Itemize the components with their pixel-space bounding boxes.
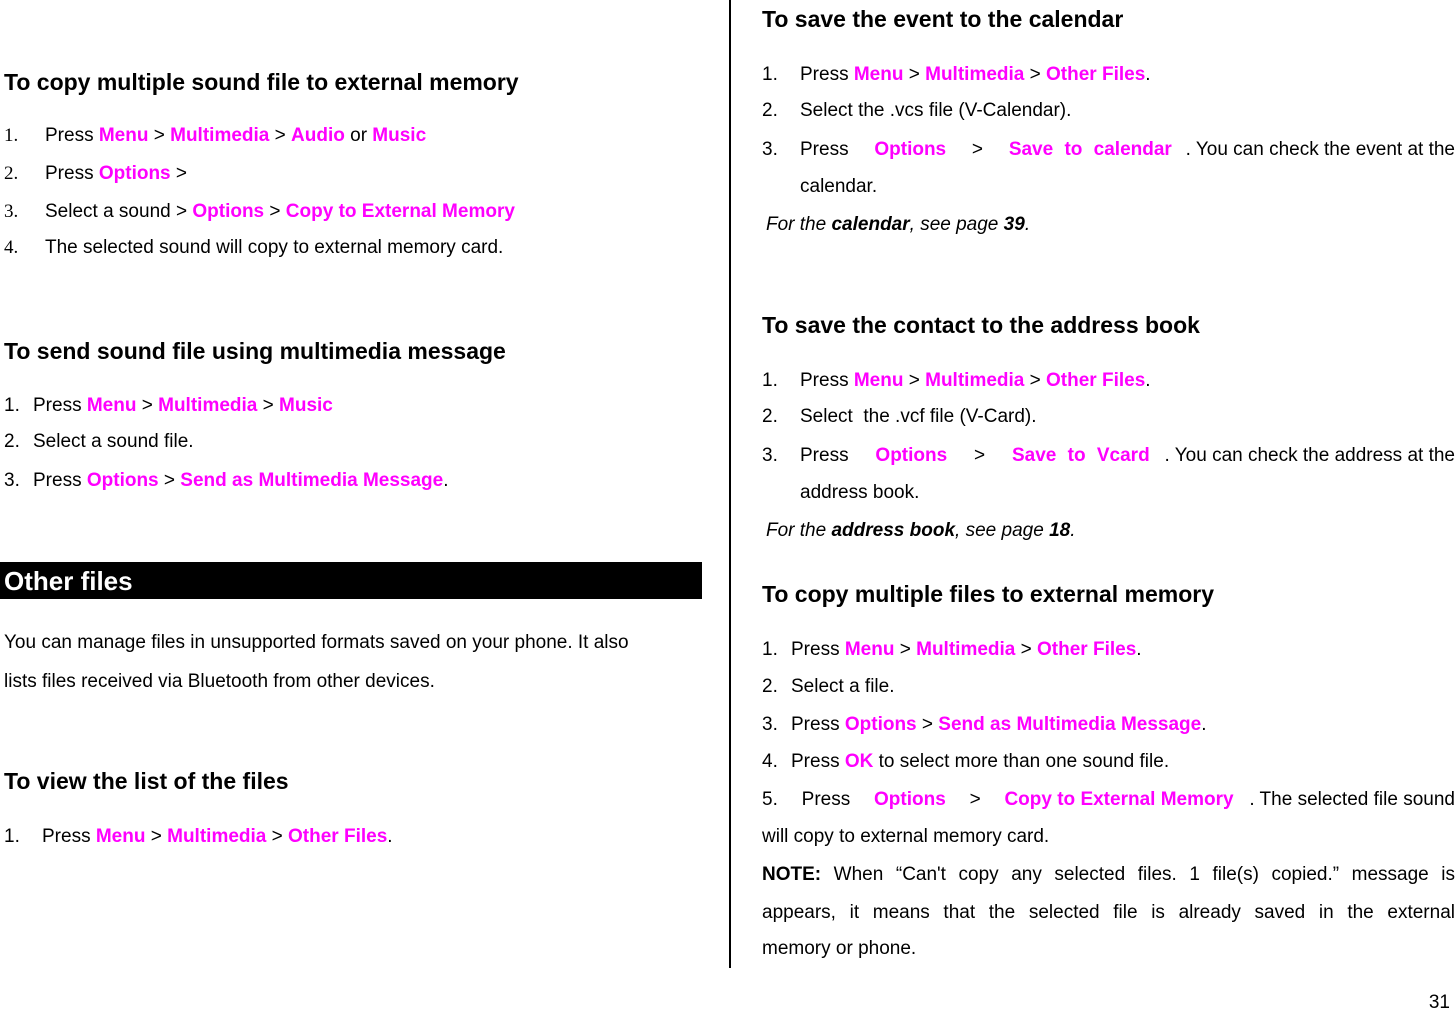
separator: > [916, 714, 939, 735]
step-save-contact-1 [762, 369, 1455, 393]
intro-line-2: lists files received via Bluetooth from other devices. [4, 671, 435, 692]
step-save-contact-3 [762, 444, 1455, 468]
step-number: 2. [4, 163, 19, 184]
copy-external-keyword: Copy to External Memory [285, 201, 515, 222]
reference-bold: calendar [831, 214, 910, 235]
options-keyword: Options [86, 470, 159, 491]
other-files-keyword: Other Files [1046, 64, 1146, 85]
options-keyword: Options [874, 139, 947, 160]
step-text: Press [791, 714, 845, 735]
multimedia-keyword: Multimedia [158, 395, 258, 416]
separator: > [264, 201, 286, 222]
step-number: 3. [4, 201, 19, 222]
step-send-sound-3 [4, 469, 702, 493]
step-number: 1. [4, 826, 20, 847]
multimedia-keyword: Multimedia [916, 639, 1016, 660]
separator: > [1015, 639, 1038, 660]
separator: > [136, 395, 159, 416]
separator: > [158, 470, 181, 491]
step-copy-files-2 [762, 675, 1455, 699]
separator: > [266, 826, 289, 847]
step-number: 1. [762, 639, 778, 660]
send-mms-keyword: Send as Multimedia Message [180, 470, 444, 491]
separator: > [269, 125, 292, 146]
step-text: . [1136, 639, 1142, 660]
menu-keyword: Menu [95, 826, 146, 847]
multimedia-keyword: Multimedia [925, 370, 1025, 391]
step-text: Press [791, 639, 845, 660]
section-banner-other-files: Other files [0, 562, 702, 599]
separator: > [971, 139, 984, 160]
step-text: Press [33, 470, 87, 491]
step-number: 3. [762, 714, 778, 735]
step-number: 3. [4, 470, 20, 491]
separator: > [969, 789, 981, 810]
heading-view-list: To view the list of the files [4, 768, 289, 794]
heading-copy-sound: To copy multiple sound file to external memory [4, 69, 519, 95]
step-text: The selected sound will copy to external memory card. [45, 237, 504, 258]
step-text: . You can check the address at the [1164, 445, 1455, 466]
step-number: 4. [4, 237, 19, 258]
step-text: . [443, 470, 449, 491]
separator: > [894, 639, 917, 660]
step-text: Press [45, 125, 99, 146]
step-number: 2. [762, 100, 778, 121]
step-text: Select the .vcf file (V-Card). [800, 406, 1037, 427]
ok-keyword: OK [844, 751, 874, 772]
step-number: 1. [4, 125, 19, 146]
step-text: Press [791, 751, 845, 772]
note-label: NOTE: [762, 864, 822, 885]
step-send-sound-2 [4, 430, 702, 454]
step-copy-sound-1 [4, 124, 702, 148]
copy-external-keyword: Copy to External Memory [1004, 789, 1234, 810]
step-text: Press [42, 826, 96, 847]
multimedia-keyword: Multimedia [925, 64, 1025, 85]
step-text: Select a sound > [45, 201, 193, 222]
step-number: 2. [762, 406, 778, 427]
menu-keyword: Menu [86, 395, 137, 416]
step-text: Press [801, 789, 851, 810]
step-text: . [1145, 64, 1151, 85]
step-text: . [387, 826, 393, 847]
step-text: . You can check the event at the [1185, 139, 1455, 160]
separator: > [1024, 370, 1047, 391]
options-keyword: Options [98, 163, 171, 184]
menu-keyword: Menu [853, 64, 904, 85]
reference-bold: address book [831, 520, 956, 541]
step-save-contact-2 [762, 405, 1455, 429]
step-text: to select more than one sound file. [873, 751, 1170, 772]
step-number: 1. [4, 395, 20, 416]
reference-text: For the [766, 214, 832, 235]
multimedia-keyword: Multimedia [167, 826, 267, 847]
step-text: Press [800, 445, 849, 466]
heading-save-event: To save the event to the calendar [762, 6, 1124, 32]
reference-text: For the [766, 520, 832, 541]
reference-page: 39 [1003, 214, 1025, 235]
audio-keyword: Audio [291, 125, 345, 146]
step-save-event-3-cont: calendar. [800, 176, 878, 197]
other-files-keyword: Other Files [1046, 370, 1146, 391]
save-vcard-keyword: Save to Vcard [1012, 445, 1150, 466]
separator: > [257, 395, 280, 416]
step-save-contact-3-cont: address book. [800, 482, 920, 503]
step-copy-sound-4 [4, 236, 702, 260]
note-line-2: appears, it means that the selected file is already saved in the external [762, 902, 1455, 923]
step-text: Press [800, 370, 854, 391]
separator: > [148, 125, 171, 146]
step-text: Select the .vcs file (V-Calendar). [800, 100, 1072, 121]
step-copy-files-4 [762, 750, 1455, 774]
reference-text: , see page [955, 520, 1050, 541]
step-copy-files-5 [762, 788, 1455, 812]
options-keyword: Options [875, 445, 948, 466]
step-number: 1. [762, 370, 778, 391]
reference-page: 18 [1049, 520, 1071, 541]
step-text: Press [45, 163, 99, 184]
note-line-3: memory or phone. [762, 938, 917, 959]
step-copy-sound-2 [4, 162, 702, 186]
step-save-event-3 [762, 138, 1455, 162]
step-save-event-2 [762, 99, 1455, 123]
step-number: 3. [762, 445, 778, 466]
options-keyword: Options [844, 714, 917, 735]
column-divider [729, 0, 731, 968]
separator: > [145, 826, 168, 847]
step-send-sound-1 [4, 394, 702, 418]
other-files-keyword: Other Files [288, 826, 388, 847]
menu-keyword: Menu [844, 639, 895, 660]
reference-address-book [766, 519, 1455, 543]
send-mms-keyword: Send as Multimedia Message [938, 714, 1202, 735]
step-view-list-1 [4, 825, 702, 849]
options-keyword: Options [192, 201, 265, 222]
other-files-keyword: Other Files [1037, 639, 1137, 660]
separator: > [903, 370, 926, 391]
step-number: 2. [762, 676, 778, 697]
step-text: . The selected file sound [1249, 789, 1455, 810]
heading-send-sound: To send sound file using multimedia message [4, 338, 506, 364]
separator: > [903, 64, 926, 85]
step-text: Press [800, 139, 849, 160]
step-copy-files-3 [762, 713, 1455, 737]
step-copy-files-1 [762, 638, 1455, 662]
step-text: Select a file. [791, 676, 895, 697]
reference-calendar [766, 213, 1455, 237]
step-text: . [1201, 714, 1207, 735]
reference-text: . [1024, 214, 1031, 235]
step-copy-sound-3 [4, 200, 702, 224]
music-keyword: Music [279, 395, 333, 416]
step-number: 3. [762, 139, 778, 160]
reference-text: . [1070, 520, 1076, 541]
step-number: 2. [4, 431, 20, 452]
step-text: Press [800, 64, 854, 85]
heading-save-contact: To save the contact to the address book [762, 312, 1200, 338]
step-text: Select a sound file. [33, 431, 194, 452]
multimedia-keyword: Multimedia [170, 125, 270, 146]
step-number: 5. [762, 789, 778, 810]
options-keyword: Options [874, 789, 946, 810]
heading-copy-files: To copy multiple files to external memory [762, 581, 1215, 607]
menu-keyword: Menu [98, 125, 149, 146]
step-copy-files-5-cont: will copy to external memory card. [762, 826, 1050, 847]
step-text: > [170, 163, 188, 184]
step-text: . [1145, 370, 1151, 391]
page-number: 31 [1428, 992, 1450, 1013]
step-save-event-1 [762, 63, 1455, 87]
separator: > [1024, 64, 1047, 85]
music-keyword: Music [372, 125, 427, 146]
step-number: 1. [762, 64, 778, 85]
note-text: When “Can't copy any selected files. 1 file(s) copied.” message is [821, 864, 1455, 885]
reference-text: , see page [909, 214, 1004, 235]
step-text: Press [33, 395, 87, 416]
save-calendar-keyword: Save to calendar [1008, 139, 1172, 160]
intro-line-1: You can manage files in unsupported formats saved on your phone. It also [4, 632, 629, 653]
step-number: 4. [762, 751, 778, 772]
note-line-1 [762, 863, 1455, 887]
menu-keyword: Menu [853, 370, 904, 391]
separator: > [974, 445, 986, 466]
step-text: or [344, 125, 373, 146]
